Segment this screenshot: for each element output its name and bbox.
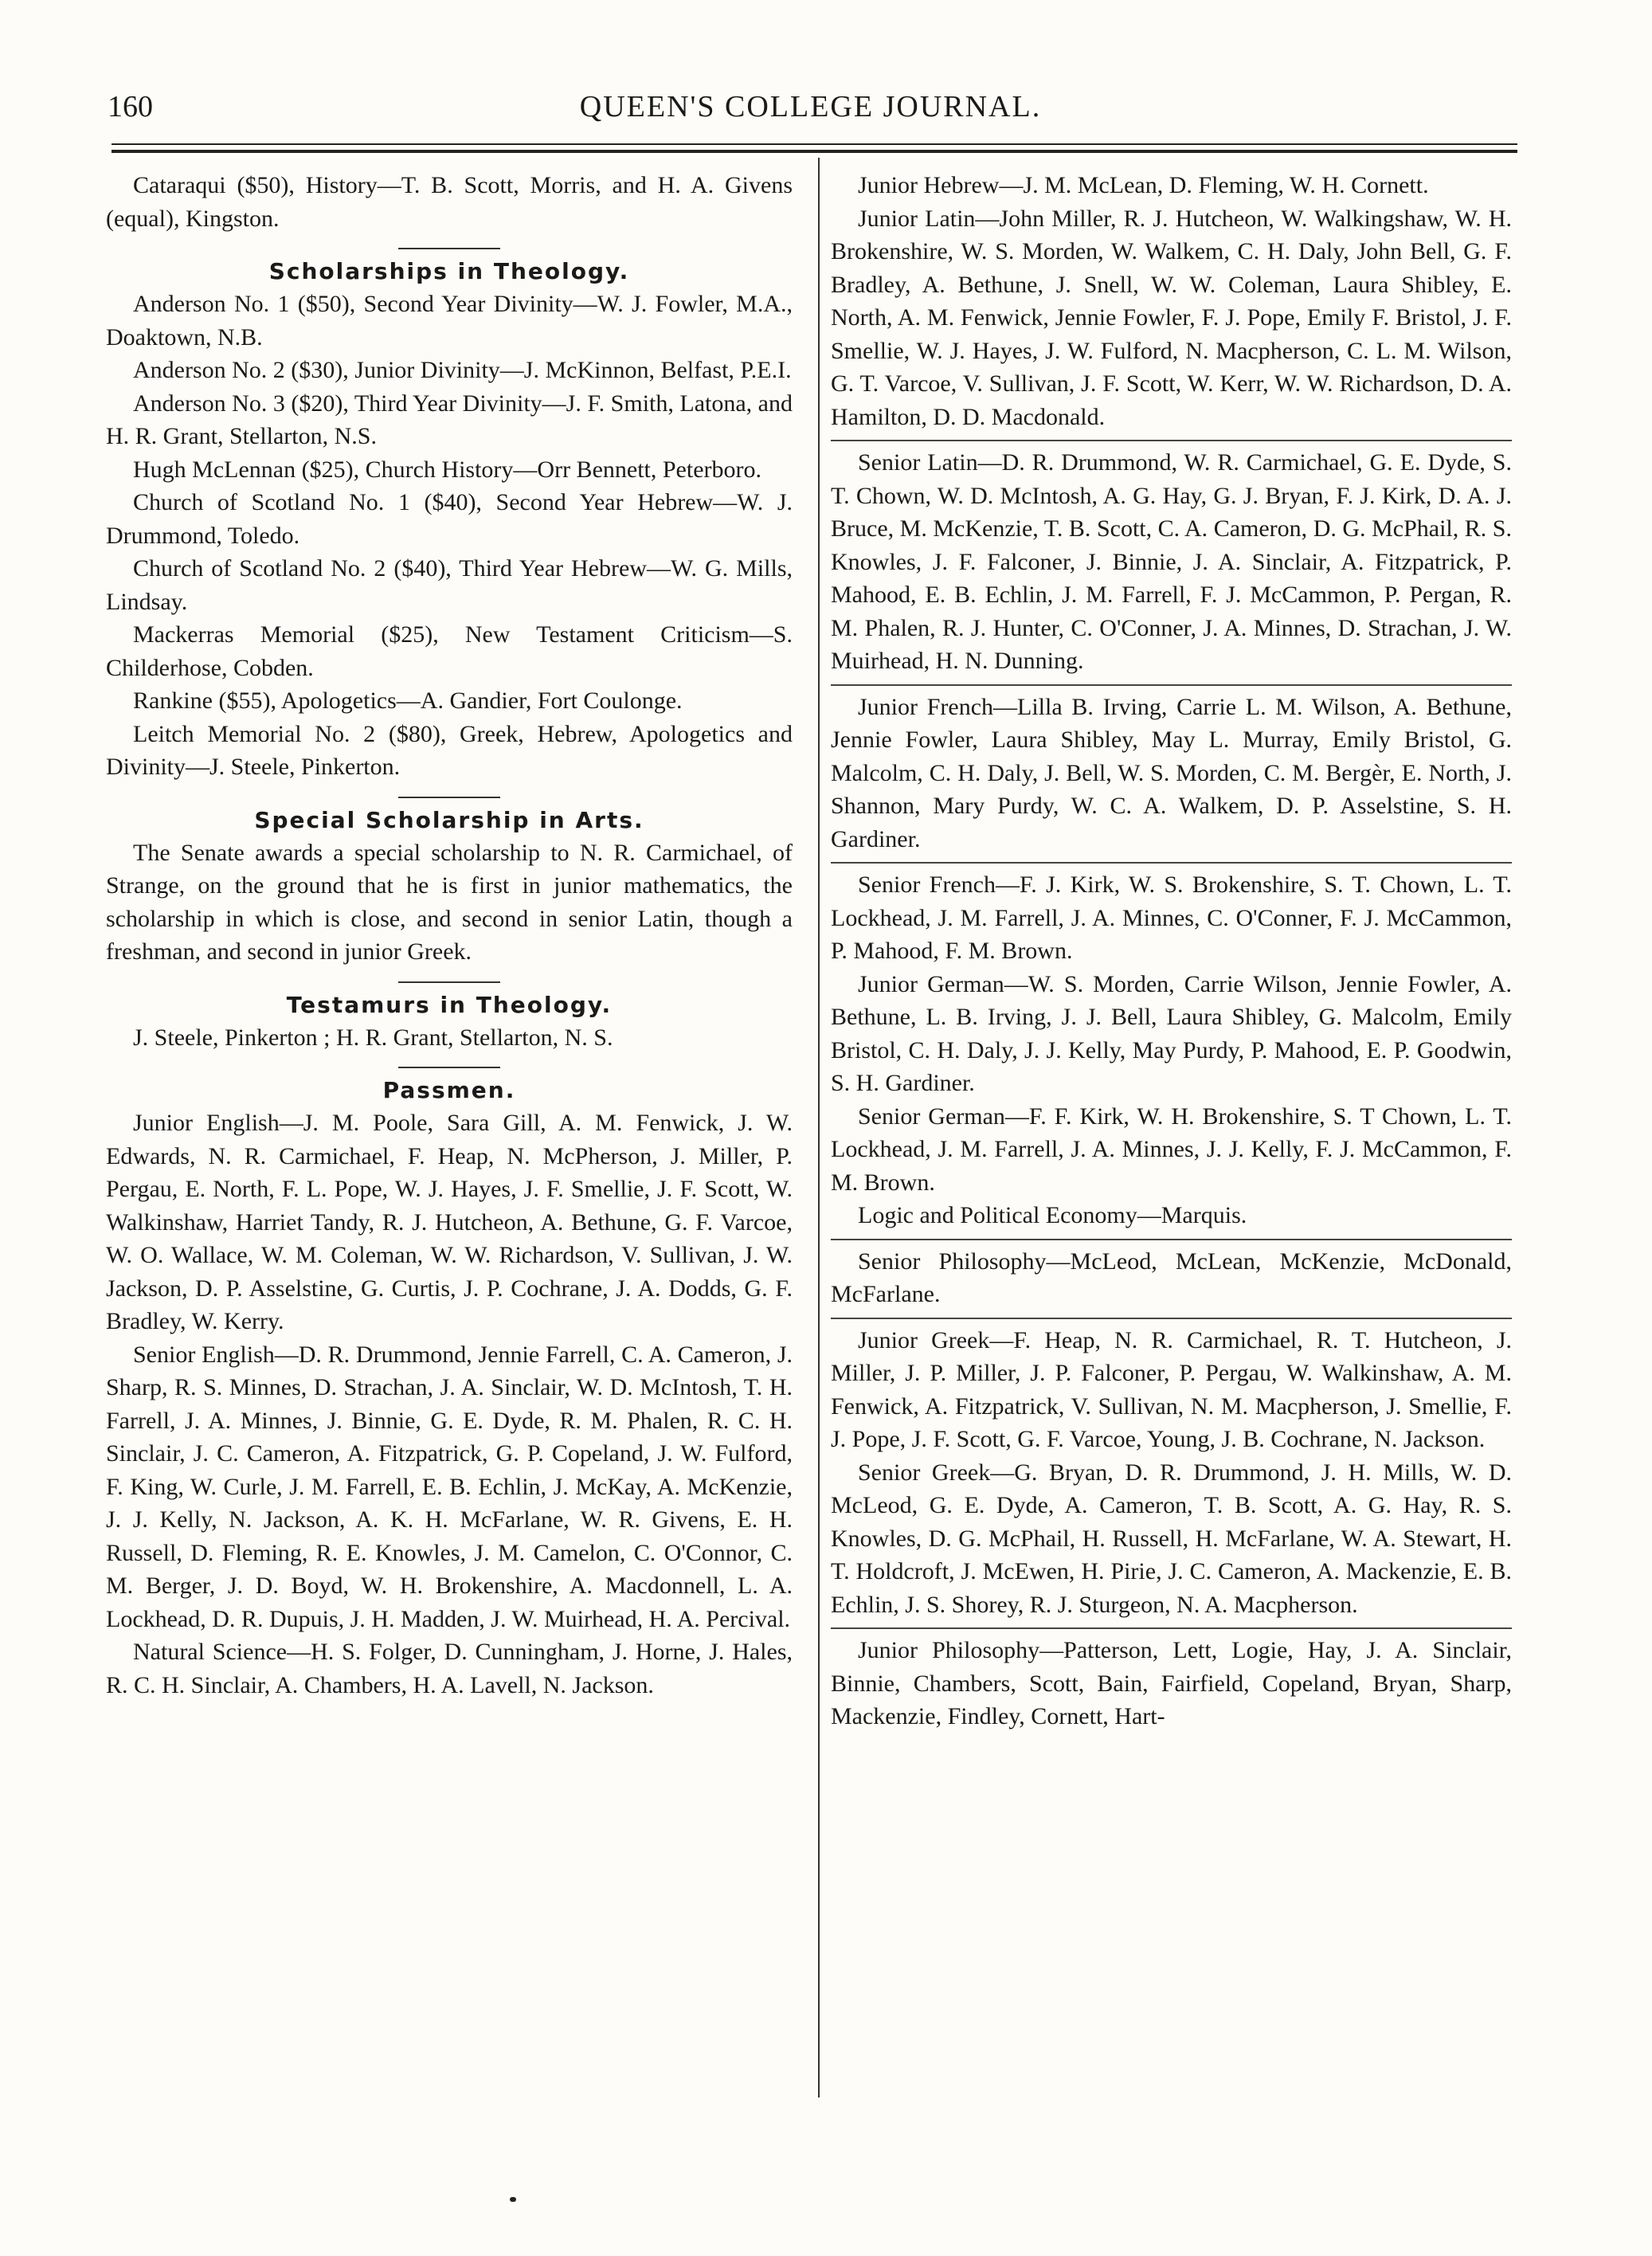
testamurs-heading: Testamurs in Theology. xyxy=(286,991,613,1018)
passmen-entry: Junior German—W. S. Morden, Carrie Wilson, Jennie Fowler, A. Bethune, L. B. Irving, J. J. Bell, Laura Shibley, G. Malcolm, Emily Bristol, C. H. Daly, J. J. Kelly, May Purdy, P. Mahood, E. P. Goodwin, S. H. Gardiner. xyxy=(831,970,1512,1096)
passmen-entry: Senior Greek—G. Bryan, D. R. Drummond, J. H. Mills, W. D. McLeod, G. E. Dyde, A. Cameron, T. B. Scott, A. G. Hay, R. S. Knowles, D. G. McPhail, H. Russell, H. McFarlane, W. A. Stewart, H. T. Holdcroft, J. McEwen, H. Pirie, J. C. Cameron, A. Mackenzie, E. B. Echlin, J. S. Shorey, R. J. Sturgeon, N. A. Macpherson. xyxy=(831,1459,1512,1618)
section-rule xyxy=(398,981,500,983)
page-header xyxy=(108,89,1513,137)
print-mark xyxy=(510,2197,516,2202)
passmen-entry: Senior Latin—D. R. Drummond, W. R. Carmichael, G. E. Dyde, S. T. Chown, W. D. McIntosh, A. G. Hay, G. J. Bryan, F. J. Kirk, D. A. J. Bruce, M. McKenzie, T. B. Scott, C. A. Cameron, D. G. McPhail, R. S. Knowles, J. F. Falconer, J. Binnie, J. A. Sinclair, A. Fitzpatrick, P. Mahood, E. B. Echlin, J. M. Farrell, F. J. McCammon, P. Pergan, R. M. Phalen, R. J. Hunter, C. O'Conner, J. A. Minnes, D. Strachan, J. W. Muirhead, H. N. Dunning. xyxy=(831,449,1512,674)
testamurs-text: J. Steele, Pinkerton ; H. R. Grant, Stellarton, N. S. xyxy=(133,1024,613,1051)
scholarship-entry: Anderson No. 1 ($50), Second Year Divinity—W. J. Fowler, M.A., Doaktown, N.B. xyxy=(106,291,793,351)
passmen-entry: Junior Philosophy—Patterson, Lett, Logie, Hay, J. A. Sinclair, Binnie, Chambers, Scott, Bain, Fairfield, Copeland, Bryan, Sharp, Mackenzie, Findley, Cornett, Hart- xyxy=(831,1637,1512,1729)
passmen-entry: Natural Science—H. S. Folger, D. Cunningham, J. Horne, J. Hales, R. C. H. Sinclair, A. Chambers, H. A. Lavell, N. Jackson. xyxy=(106,1639,793,1698)
right-column xyxy=(831,169,1512,1733)
passmen-entry: Senior English—D. R. Drummond, Jennie Farrell, C. A. Cameron, J. Sharp, R. S. Minnes, D. Strachan, J. A. Sinclair, W. D. McIntosh, T. H. Farrell, J. A. Minnes, J. Binnie, G. E. Dyde, R. M. Phalen, R. C. H. Sinclair, J. C. Cameron, A. Fitzpatrick, G. P. Copeland, J. W. Fulford, F. King, W. Curle, J. M. Farrell, E. B. Echlin, J. McKay, A. McKenzie, J. J. Kelly, N. Jackson, A. K. H. McFarlane, W. R. Givens, E. H. Russell, D. Fleming, R. E. Knowles, J. M. Camelon, C. O'Connor, C. M. Berger, J. D. Boyd, W. H. Brokenshire, A. Macdonnell, L. A. Lockhead, D. R. Dupuis, J. H. Madden, J. W. Muirhead, H. A. Percival. xyxy=(106,1341,793,1632)
scholarship-entry: Church of Scotland No. 2 ($40), Third Year Hebrew—W. G. Mills, Lindsay. xyxy=(106,555,793,615)
entry-rule xyxy=(831,1627,1512,1629)
scholarship-entry: Rankine ($55), Apologetics—A. Gandier, Fort Coulonge. xyxy=(133,687,683,714)
column-divider xyxy=(818,158,820,2097)
section-rule xyxy=(398,1067,500,1068)
passmen-entry: Junior English—J. M. Poole, Sara Gill, A. M. Fenwick, J. W. Edwards, N. R. Carmichael, F. Heap, N. McPherson, J. Miller, P. Pergau, E. North, F. L. Pope, W. J. Hayes, J. F. Smellie, J. F. Scott, W. Walkinshaw, Harriet Tandy, R. J. Hutcheon, A. Bethune, G. F. Varcoe, W. O. Wallace, W. M. Coleman, W. W. Richardson, V. Sullivan, J. W. Jackson, D. P. Asselstine, G. Curtis, J. P. Cochrane, J. A. Dodds, G. F. Bradley, W. Kerry. xyxy=(106,1110,793,1334)
section-rule xyxy=(398,797,500,798)
header-rule-thin xyxy=(112,143,1517,145)
passmen-entry: Junior Latin—John Miller, R. J. Hutcheon, W. Walkingshaw, W. H. Brokenshire, W. S. Morden, W. Walkem, C. H. Daly, John Bell, G. F. Bradley, A. Bethune, J. Snell, W. W. Coleman, Laura Shibley, E. North, A. M. Fenwick, Jennie Fowler, F. J. Pope, Emily F. Bristol, J. F. Smellie, W. J. Hayes, J. W. Fulford, N. Macpherson, C. L. M. Wilson, G. T. Varcoe, V. Sullivan, J. F. Scott, W. Kerr, W. W. Richardson, D. A. Hamilton, D. D. Macdonald. xyxy=(831,205,1512,430)
scholarship-entry: Anderson No. 3 ($20), Third Year Divinity—J. F. Smith, Latona, and H. R. Grant, Stellarton, N.S. xyxy=(106,390,793,449)
intro-paragraph: Cataraqui ($50), History—T. B. Scott, Morris, and H. A. Givens (equal), Kingston. xyxy=(106,172,793,232)
special-scholarship-text: The Senate awards a special scholarship to N. R. Carmichael, of Strange, on the ground that he is first in junior mathematics, the scholarship in which is close, and second in senior Latin, though a freshman, and second in junior Greek. xyxy=(106,839,793,965)
scholarship-entry: Hugh McLennan ($25), Church History—Orr Bennett, Peterboro. xyxy=(133,456,761,483)
left-column xyxy=(106,169,793,1702)
theology-scholarships-heading: Scholarships in Theology. xyxy=(268,258,630,284)
scholarship-entry: Anderson No. 2 ($30), Junior Divinity—J. McKinnon, Belfast, P.E.I. xyxy=(133,357,792,383)
scholarship-entry: Leitch Memorial No. 2 ($80), Greek, Hebrew, Apologetics and Divinity—J. Steele, Pinkerton. xyxy=(106,720,793,780)
entry-rule xyxy=(831,684,1512,686)
page-number: 160 xyxy=(108,90,153,123)
section-rule xyxy=(398,248,500,249)
entry-rule xyxy=(831,1318,1512,1319)
scholarship-entry: Mackerras Memorial ($25), New Testament Criticism—S. Childerhose, Cobden. xyxy=(106,621,793,681)
entry-rule xyxy=(831,1239,1512,1240)
journal-title: QUEEN'S COLLEGE JOURNAL. xyxy=(579,90,1042,123)
passmen-entry: Junior Hebrew—J. M. McLean, D. Fleming, W. H. Cornett. xyxy=(858,172,1429,198)
scholarship-entry: Church of Scotland No. 1 ($40), Second Year Hebrew—W. J. Drummond, Toledo. xyxy=(106,489,793,549)
header-rule-thick xyxy=(112,150,1517,153)
passmen-entry: Junior French—Lilla B. Irving, Carrie L. M. Wilson, A. Bethune, Jennie Fowler, Laura Shibley, May L. Murray, Emily Bristol, G. Malcolm, C. H. Daly, J. Bell, W. S. Morden, C. M. Bergèr, E. North, J. Shannon, Mary Purdy, W. C. A. Walkem, D. P. Asselstine, S. H. Gardiner. xyxy=(831,693,1512,852)
passmen-entry: Senior German—F. F. Kirk, W. H. Brokenshire, S. T Chown, L. T. Lockhead, J. M. Farrell, J. A. Minnes, J. J. Kelly, F. J. McCammon, F. M. Brown. xyxy=(831,1103,1512,1196)
special-scholarship-heading: Special Scholarship in Arts. xyxy=(254,806,644,833)
passmen-entry: Senior Philosophy—McLeod, McLean, McKenzie, McDonald, McFarlane. xyxy=(831,1247,1512,1307)
passmen-entry: Junior Greek—F. Heap, N. R. Carmichael, R. T. Hutcheon, J. Miller, J. P. Miller, J. P. Falconer, P. Pergau, W. Walkinshaw, A. M. Fenwick, A. Fitzpatrick, V. Sullivan, N. M. Macpherson, J. Smellie, F. J. Pope, J. F. Scott, G. F. Varcoe, Young, J. B. Cochrane, N. Jackson. xyxy=(831,1326,1512,1452)
passmen-entry: Logic and Political Economy—Marquis. xyxy=(858,1202,1247,1228)
passmen-entry: Senior French—F. J. Kirk, W. S. Brokenshire, S. T. Chown, L. T. Lockhead, J. M. Farrell, J. A. Minnes, C. O'Conner, F. J. McCammon, P. Mahood, F. M. Brown. xyxy=(831,871,1512,964)
entry-rule xyxy=(831,862,1512,864)
entry-rule xyxy=(831,440,1512,441)
passmen-heading: Passmen. xyxy=(382,1077,516,1103)
